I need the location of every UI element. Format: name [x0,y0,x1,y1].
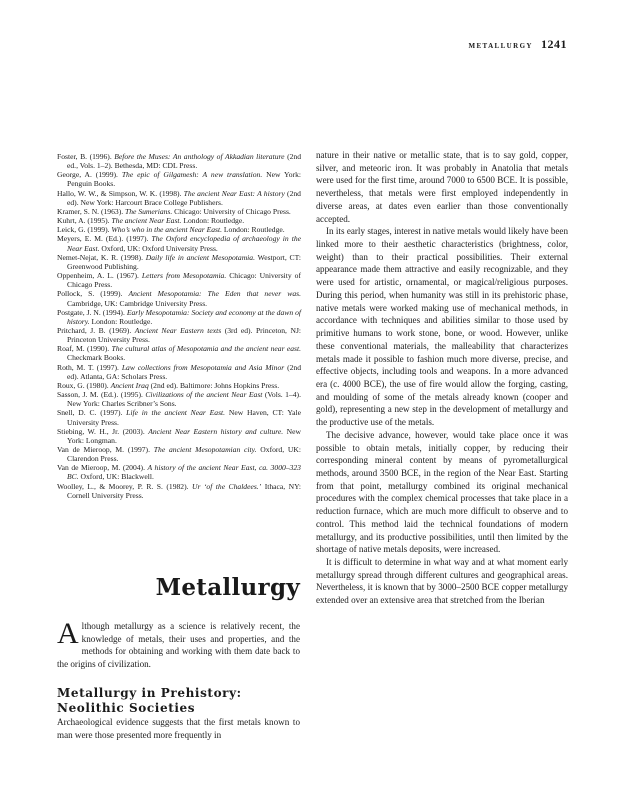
reference-title: Early Mesopotamia: Society and economy at the dawn of history. [67,307,301,326]
reference-entry [57,207,301,216]
article-title: Metallurgy [155,574,300,601]
reference-author: Roux, G. (1980). [57,380,111,390]
reference-author: George, A. (1999). [57,170,122,180]
reference-author: Van de Mieroop, M. (1997). [57,445,154,454]
reference-entry [57,289,301,307]
reference-author: Postgate, J. N. (1994). [57,307,127,317]
reference-publication: (3rd ed). Princeton, NJ: Princeton University Press. [67,325,302,345]
reference-author: Meyers, E. M. (Ed.). (1997). [57,234,152,244]
reference-publication: (2nd ed). Atlanta, GA: Scholars Press. [67,362,301,381]
reference-publication: Oxford, UK: Blackwell. [78,472,154,482]
reference-title: Law collections from Mesopotamia and Asia Minor [121,362,285,372]
section-body-text: Archaeological evidence suggests that the first metals known to man were those presented more frequently in [57,717,300,740]
reference-title: Civilizations of the ancient Near East [145,390,263,400]
reference-title: Life in the ancient Near East. [126,408,226,418]
body-column-right [316,149,568,607]
reference-author: Stiebing, W. H., Jr. (2003). [57,426,149,436]
running-head [468,37,567,52]
reference-entry [57,170,301,188]
reference-author: Foster, B. (1996). [57,152,115,161]
references-column [57,152,301,500]
reference-entry [57,326,301,344]
reference-publication: (Vols. 1–4). New York: Charles Scribner’s Sons. [67,390,301,409]
page-number: 1241 [541,37,567,51]
reference-author: Kuhrt, A. (1995). [57,216,112,226]
reference-author: Woolley, L., & Moorey, P. R. S. (1982). [57,481,192,491]
reference-entry [57,381,301,390]
reference-publication: Chicago: University of Chicago Press. [172,206,291,216]
reference-entry [57,344,301,362]
reference-entry [57,463,301,481]
reference-publication: New Haven, CT: Yale University Press. [67,408,301,427]
body-paragraph-1: nature in their native or metallic state, that is to say gold, copper, silver, and meteoric iron. It was probably in Anatolia that metals were used for the first time, around 7000 to 6500 BCE. It is possible, nevertheless, that metals were first employed independently in diverse areas, at dates even earlier than those conventionally accepted. [316,150,568,224]
reference-entry [57,234,301,252]
reference-title: Ancient Mesopotamia: The Eden that never was. [128,289,301,299]
reference-title: The ancient Near East: A history [183,188,285,198]
reference-entry [57,445,301,463]
reference-title: The ancient Near East. [111,216,182,226]
reference-author: Kramer, S. N. (1963). [57,206,126,216]
reference-publication: Checkmark Books. [67,353,126,363]
reference-entry [57,189,301,207]
reference-publication: Ithaca, NY: Cornell University Press. [67,481,301,500]
reference-publication: Chicago: University of Chicago Press. [67,271,301,290]
reference-title: Ur ‘of the Chaldees.’ [191,481,262,491]
reference-author: Roth, M. T. (1997). [57,362,122,372]
reference-author: Pollock, S. (1999). [57,289,129,299]
reference-title: The Oxford encyclopedia of archaeology in the Near East. [67,234,301,253]
reference-publication: New York: Penguin Books. [67,170,301,189]
reference-entry [57,216,301,225]
reference-entry [57,363,301,381]
reference-entry [57,225,301,234]
reference-publication: Cambridge, UK: Cambridge University Press. [67,298,208,308]
reference-author: Nemet-Nejat, K. R. (1998). [57,252,146,262]
reference-entry [57,253,301,271]
intro-text: lthough metallurgy as a science is relatively recent, the knowledge of metals, their uses and properties, and the methods for obtaining and working with them date back to the origins of civilization. [57,621,300,669]
section-heading-line2: Neolithic Societies [57,700,196,715]
reference-publication: London: Routledge. [222,225,285,235]
reference-publication: (2nd ed). Baltimore: Johns Hopkins Press. [148,380,280,390]
drop-cap: A [57,617,79,650]
reference-entry [57,271,301,289]
reference-title: The cultural atlas of Mesopotamia and the ancient near east. [111,344,302,354]
body-paragraph-2: In its early stages, interest in native metals would likely have been linked more to their aesthetic characteristics (brightness, color, weight) than to their practical possibilities. Their external appearance made them attractive and easily recognizable, and they were used for artistic, ornamental, or magical/religious purposes. During this period, when humanity was still in its prehistoric phase, native metals were worked making use of mechanical methods, in accordance with techniques and abilities similar to those used by primitive humans to work stone, bone, or wood. However, unlike these conventional materials, the malleability that characterizes metals made it possible to fashion much more diverse, precise, and effective objects, including tools and weapons. In a more advanced era (c. 4000 BCE), the use of fire would allow the forging, casting, and moulding of some of the metals already known (cooper and gold), representing a new step in the development of metallurgy and the productive use of the metals. [316,226,568,428]
section-heading [57,686,300,715]
reference-title: Who’s who in the ancient Near East. [111,225,223,235]
reference-publication: Westport, CT: Greenwood Publishing. [67,252,301,271]
reference-title: The ancient Mesopotamian city. [153,445,257,454]
body-paragraph-3: The decisive advance, however, would take place once it was possible to obtain metals, initially copper, by reducing their corresponding mineral content by means of pyrometallurgical methods, around 3500 BCE, in the region of the Near East. Starting from that point, metallurgy combined its original mechanical procedures with the complex chemical processes that take place in a reduction furnace, which are much more difficult to observe and to control. This method laid the technical foundations of modern metallurgy, and its productive possibilities, until then limited by the shortage of native metals deposits, were increased. [316,429,568,555]
reference-list [57,152,301,500]
reference-entry [57,308,301,326]
reference-publication: Oxford, UK: Oxford University Press. [99,243,218,253]
reference-author: Pritchard, J. B. (1969). [57,325,135,335]
reference-entry [57,152,301,170]
reference-title: A history of the ancient Near East, ca. 3000–323 BC. [67,463,301,482]
reference-title: The Sumerians. [125,206,173,216]
reference-entry [57,482,301,500]
reference-entry [57,408,301,426]
section-heading-line1: Metallurgy in Prehistory: [57,686,242,700]
reference-author: Van de Mieroop, M. (2004). [57,463,148,473]
reference-title: The epic of Gilgamesh: A new translation. [121,170,263,180]
reference-author: Roaf, M. (1990). [57,344,112,354]
reference-author: Hallo, W. W., & Simpson, W. K. (1998). [57,188,184,198]
body-paragraph-4: It is difficult to determine in what way and at what moment early metallurgy spread through different cultures and geographical areas. Nevertheless, it is known that by 3000–2500 BCE copper metallurgy extended over an extensive area that stretched from the Iberian [316,557,568,606]
reference-title: Before the Muses: An anthology of Akkadian literature [114,152,285,161]
reference-publication: (2nd ed., Vols. 1–2). Bethesda, MD: CDL Press. [67,152,301,171]
article-intro [57,617,300,670]
reference-title: Ancient Near Eastern history and culture. [148,426,284,436]
reference-publication: Oxford, UK: Clarendon Press. [67,445,301,464]
reference-entry [57,427,301,445]
reference-publication: (2nd ed). New York: Harcourt Brace College Publishers. [67,188,301,207]
reference-author: Leick, G. (1999). [57,225,112,235]
reference-title: Ancient Iraq [110,380,149,390]
reference-author: Sasson, J. M. (Ed.). (1995). [57,390,146,400]
reference-title: Daily life in ancient Mesopotamia. [145,252,255,262]
reference-author: Oppenheim, A. L. (1967). [57,271,142,281]
reference-entry [57,390,301,408]
reference-title: Letters from Mesopotamia. [141,271,227,281]
reference-title: Ancient Near Eastern texts [134,325,222,335]
reference-publication: New York: Longman. [67,426,301,445]
reference-publication: London: Routledge. [181,216,245,226]
running-head-title: metallurgy [468,40,533,51]
reference-author: Snell, D. C. (1997). [57,408,127,418]
reference-publication: London: Routledge. [89,316,153,326]
